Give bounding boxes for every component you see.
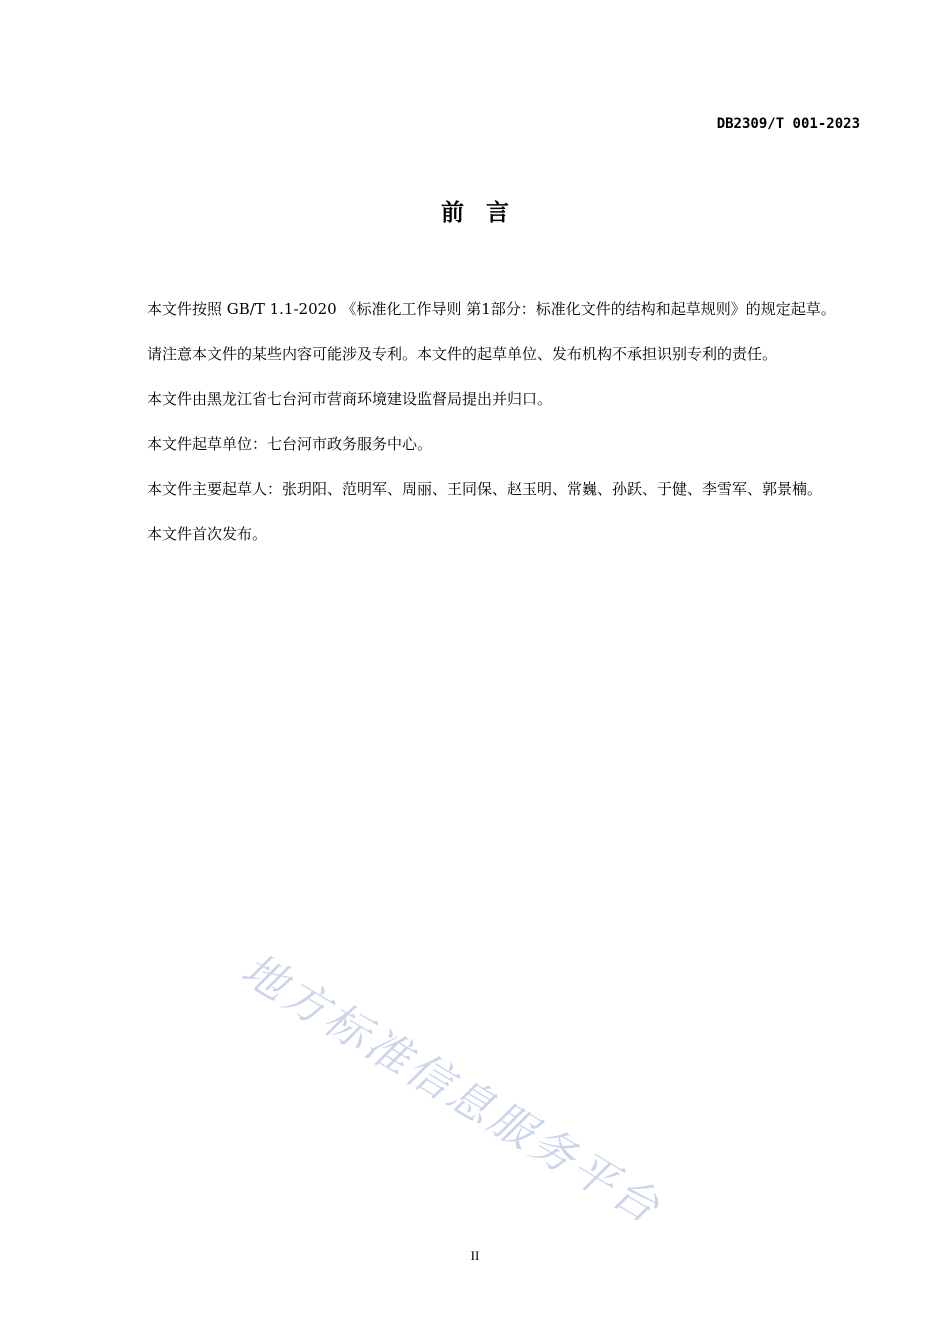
page-number: II	[470, 1248, 480, 1263]
page-title: 前言	[441, 200, 531, 226]
paragraph-drafting-unit: 本文件起草单位：七台河市政务服务中心。	[147, 435, 433, 453]
watermark: 地方标准信息服务平台	[232, 943, 671, 1235]
paragraph-patent-notice: 请注意本文件的某些内容可能涉及专利。本文件的起草单位、发布机构不承担识别专利的责任。	[147, 345, 778, 363]
document-code: DB2309/T 001-2023	[716, 116, 860, 132]
paragraph-proposer: 本文件由黑龙江省七台河市营商环境建设监督局提出并归口。	[147, 390, 553, 408]
paragraph-first-release: 本文件首次发布。	[147, 525, 268, 543]
foreword-body	[114, 287, 860, 557]
paragraph-drafting-rules: 本文件按照 GB/T 1.1-2020 《标准化工作导则 第1部分：标准化文件的结构和起草规则》的规定起草。	[147, 300, 836, 318]
paragraph-drafters: 本文件主要起草人：张玥阳、范明军、周丽、王同保、赵玉明、常巍、孙跃、于健、李雪军、郭景楠。	[147, 480, 823, 498]
